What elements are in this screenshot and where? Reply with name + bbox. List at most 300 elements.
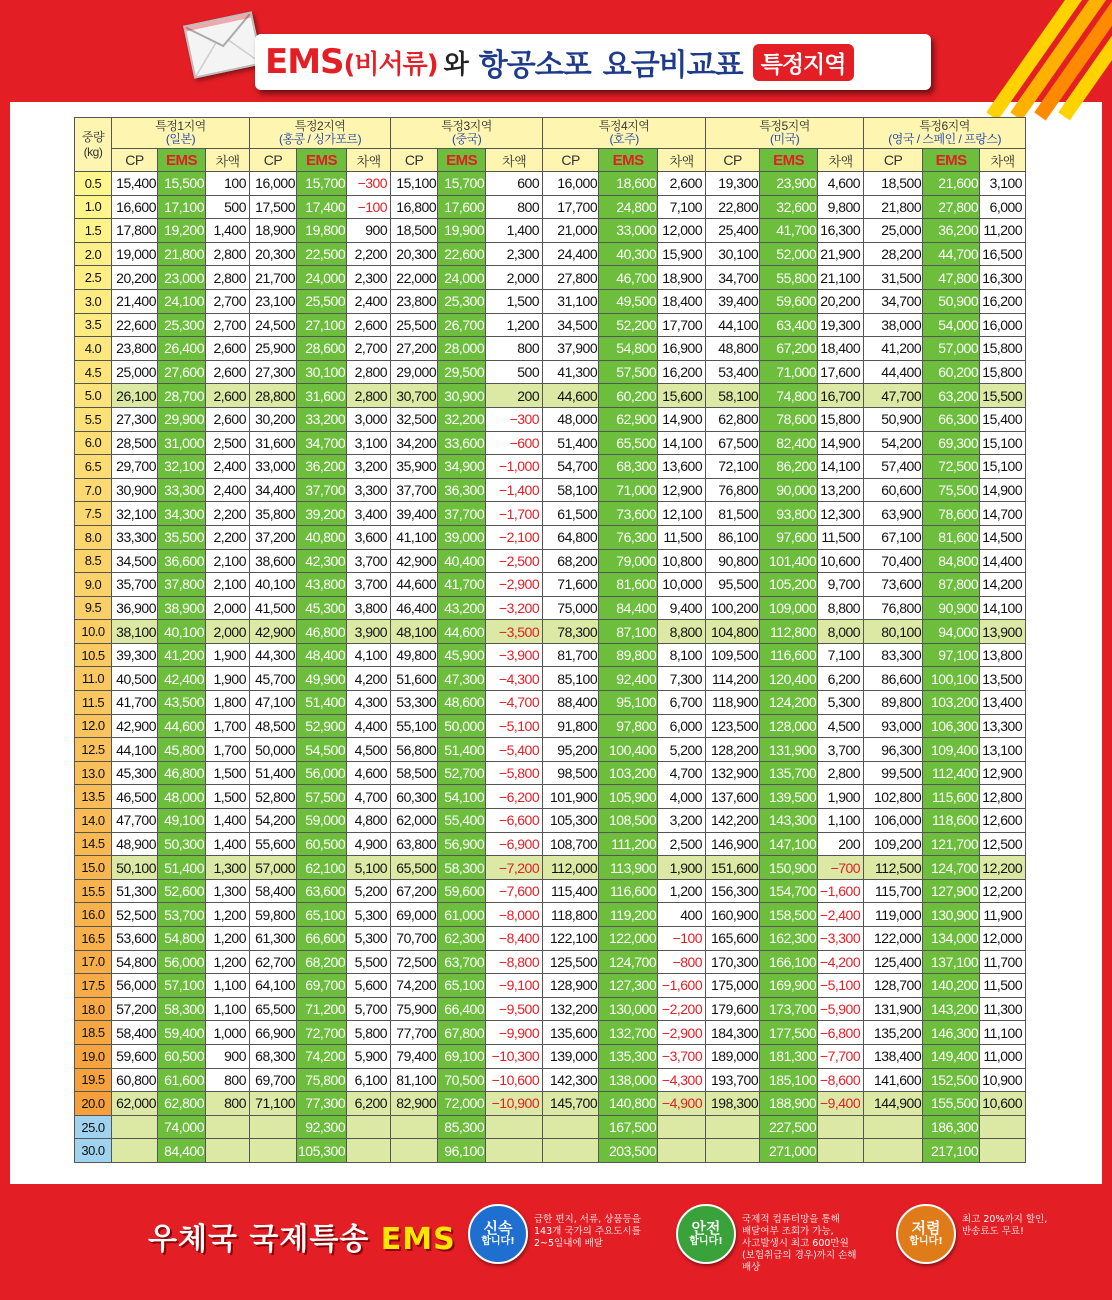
cp-rate-cell: 71,100 bbox=[250, 1092, 297, 1116]
ems-rate-cell: 46,800 bbox=[297, 620, 347, 644]
cp-rate-cell: 21,000 bbox=[543, 219, 599, 243]
cp-rate-cell: 131,900 bbox=[864, 997, 923, 1021]
col-diff-header: 차액 bbox=[658, 149, 706, 172]
ems-rate-cell: 45,800 bbox=[158, 738, 206, 762]
ems-rate-cell: 60,500 bbox=[158, 1044, 206, 1068]
ems-rate-cell: 35,500 bbox=[158, 525, 206, 549]
difference-cell: 1,500 bbox=[486, 289, 543, 313]
cp-rate-cell: 44,400 bbox=[864, 360, 923, 384]
cp-rate-cell: 35,700 bbox=[112, 573, 158, 597]
weight-cell: 20.0 bbox=[75, 1092, 112, 1116]
difference-cell: −10,300 bbox=[486, 1044, 543, 1068]
difference-cell: −5,100 bbox=[818, 974, 864, 998]
ems-rate-cell: 24,000 bbox=[297, 266, 347, 290]
ems-rate-cell: 135,300 bbox=[599, 1044, 658, 1068]
ems-rate-cell: 43,200 bbox=[438, 596, 486, 620]
ems-rate-cell: 17,100 bbox=[158, 195, 206, 219]
table-row bbox=[75, 1115, 1026, 1139]
difference-cell: 2,400 bbox=[206, 478, 250, 502]
ems-rate-cell: 71,200 bbox=[297, 997, 347, 1021]
cp-rate-cell: 83,300 bbox=[864, 643, 923, 667]
ems-rate-cell: 84,800 bbox=[923, 549, 980, 573]
table-row bbox=[75, 573, 1026, 597]
difference-cell: −2,400 bbox=[818, 903, 864, 927]
difference-cell: 1,200 bbox=[206, 903, 250, 927]
col-diff-header: 차액 bbox=[818, 149, 864, 172]
cp-rate-cell: 41,500 bbox=[250, 596, 297, 620]
region-countries: (호주) bbox=[609, 132, 639, 146]
difference-cell: −2,100 bbox=[486, 525, 543, 549]
footer-title-ems: EMS bbox=[380, 1222, 456, 1257]
cp-rate-cell: 36,900 bbox=[112, 596, 158, 620]
ems-rate-cell: 90,900 bbox=[923, 596, 980, 620]
weight-cell: 7.5 bbox=[75, 502, 112, 526]
cp-rate-cell: 52,500 bbox=[112, 903, 158, 927]
difference-cell: 10,600 bbox=[980, 1092, 1026, 1116]
cp-rate-cell: 64,800 bbox=[543, 525, 599, 549]
difference-cell: 12,900 bbox=[980, 761, 1026, 785]
weight-cell: 16.5 bbox=[75, 927, 112, 951]
ems-rate-cell: 32,200 bbox=[438, 407, 486, 431]
ems-rate-cell: 62,800 bbox=[158, 1092, 206, 1116]
ems-rate-cell: 69,700 bbox=[297, 974, 347, 998]
difference-cell: −4,300 bbox=[658, 1068, 706, 1092]
cp-rate-cell bbox=[112, 1139, 158, 1163]
difference-cell bbox=[486, 1115, 543, 1139]
difference-cell: −4,300 bbox=[486, 667, 543, 691]
difference-cell: 2,200 bbox=[206, 502, 250, 526]
ems-rate-cell: 21,600 bbox=[923, 172, 980, 196]
difference-cell: −10,600 bbox=[486, 1068, 543, 1092]
difference-cell: −3,300 bbox=[818, 927, 864, 951]
difference-cell: 2,800 bbox=[206, 266, 250, 290]
ems-rate-cell: 78,600 bbox=[923, 502, 980, 526]
cp-rate-cell: 25,500 bbox=[391, 313, 438, 337]
difference-cell: 16,300 bbox=[818, 219, 864, 243]
cp-rate-cell: 118,800 bbox=[543, 903, 599, 927]
ems-rate-cell: 74,200 bbox=[297, 1044, 347, 1068]
ems-rate-cell: 108,500 bbox=[599, 809, 658, 833]
col-cp-header: CP bbox=[864, 149, 923, 172]
difference-cell: −300 bbox=[486, 407, 543, 431]
ems-rate-cell: 47,800 bbox=[923, 266, 980, 290]
cp-rate-cell: 145,700 bbox=[543, 1092, 599, 1116]
ems-rate-cell: 59,600 bbox=[438, 879, 486, 903]
cp-rate-cell bbox=[543, 1115, 599, 1139]
ems-rate-cell: 185,100 bbox=[760, 1068, 818, 1092]
col-ems-header: EMS bbox=[158, 149, 206, 172]
table-row bbox=[75, 1021, 1026, 1045]
ems-rate-cell: 72,700 bbox=[297, 1021, 347, 1045]
ems-rate-cell: 37,800 bbox=[158, 573, 206, 597]
difference-cell: 2,600 bbox=[206, 337, 250, 361]
cp-rate-cell: 123,500 bbox=[706, 714, 760, 738]
difference-cell: −2,900 bbox=[658, 1021, 706, 1045]
weight-cell: 19.0 bbox=[75, 1044, 112, 1068]
difference-cell: 5,200 bbox=[658, 738, 706, 762]
cp-rate-cell: 16,800 bbox=[391, 195, 438, 219]
difference-cell: 900 bbox=[206, 1044, 250, 1068]
table-row bbox=[75, 761, 1026, 785]
cp-rate-cell: 52,800 bbox=[250, 785, 297, 809]
ems-rate-cell: 61,000 bbox=[438, 903, 486, 927]
difference-cell: 5,200 bbox=[347, 879, 391, 903]
ems-rate-cell: 131,900 bbox=[760, 738, 818, 762]
cp-rate-cell: 122,100 bbox=[543, 927, 599, 951]
difference-cell: 1,200 bbox=[658, 879, 706, 903]
weight-cell: 18.5 bbox=[75, 1021, 112, 1045]
cp-rate-cell: 20,300 bbox=[250, 242, 297, 266]
weight-cell: 8.0 bbox=[75, 525, 112, 549]
ems-rate-cell: 81,600 bbox=[599, 573, 658, 597]
difference-cell: −7,700 bbox=[818, 1044, 864, 1068]
difference-cell: 2,700 bbox=[206, 289, 250, 313]
cp-rate-cell: 42,900 bbox=[112, 714, 158, 738]
ems-rate-cell: 37,700 bbox=[297, 478, 347, 502]
cp-rate-cell: 18,500 bbox=[391, 219, 438, 243]
ems-rate-cell: 46,800 bbox=[158, 761, 206, 785]
cp-rate-cell: 45,300 bbox=[112, 761, 158, 785]
cp-rate-cell: 67,500 bbox=[706, 431, 760, 455]
cp-rate-cell: 51,400 bbox=[250, 761, 297, 785]
difference-cell: 1,700 bbox=[206, 714, 250, 738]
weight-cell: 2.0 bbox=[75, 242, 112, 266]
ems-rate-cell: 68,300 bbox=[599, 455, 658, 479]
ems-rate-cell: 65,100 bbox=[438, 974, 486, 998]
region-countries: (일본) bbox=[165, 132, 196, 146]
ems-rate-cell: 58,300 bbox=[438, 856, 486, 880]
difference-cell: 4,100 bbox=[347, 643, 391, 667]
ems-rate-cell: 188,900 bbox=[760, 1092, 818, 1116]
cp-rate-cell: 20,200 bbox=[112, 266, 158, 290]
badge-title: 신속 bbox=[483, 1219, 513, 1237]
difference-cell: 15,600 bbox=[658, 384, 706, 408]
ems-rate-cell: 52,000 bbox=[760, 242, 818, 266]
difference-cell: 2,600 bbox=[206, 407, 250, 431]
cp-rate-cell: 138,400 bbox=[864, 1044, 923, 1068]
col-cp-header: CP bbox=[706, 149, 760, 172]
cp-rate-cell: 53,600 bbox=[112, 927, 158, 951]
difference-cell: −100 bbox=[347, 195, 391, 219]
cp-rate-cell bbox=[250, 1115, 297, 1139]
ems-rate-cell: 71,000 bbox=[599, 478, 658, 502]
cp-rate-cell: 53,300 bbox=[391, 691, 438, 715]
difference-cell: 14,900 bbox=[980, 478, 1026, 502]
difference-cell: 2,000 bbox=[206, 620, 250, 644]
feature-description bbox=[962, 1214, 1082, 1238]
difference-cell: −8,400 bbox=[486, 927, 543, 951]
cp-rate-cell: 37,900 bbox=[543, 337, 599, 361]
cp-rate-cell: 86,100 bbox=[706, 525, 760, 549]
cp-rate-cell: 44,600 bbox=[543, 384, 599, 408]
difference-cell: 1,400 bbox=[486, 219, 543, 243]
difference-cell: 2,000 bbox=[486, 266, 543, 290]
ems-rate-cell: 55,800 bbox=[760, 266, 818, 290]
ems-rate-cell: 162,300 bbox=[760, 927, 818, 951]
cp-rate-cell: 146,900 bbox=[706, 832, 760, 856]
region-name: 특정6지역 bbox=[919, 119, 970, 133]
cp-rate-cell: 76,800 bbox=[706, 478, 760, 502]
difference-cell: 15,800 bbox=[818, 407, 864, 431]
ems-rate-cell: 26,400 bbox=[158, 337, 206, 361]
difference-cell: −700 bbox=[818, 856, 864, 880]
difference-cell: 2,400 bbox=[206, 455, 250, 479]
cp-rate-cell: 34,500 bbox=[543, 313, 599, 337]
ems-rate-cell: 17,600 bbox=[438, 195, 486, 219]
cp-rate-cell: 48,100 bbox=[391, 620, 438, 644]
table-row bbox=[75, 879, 1026, 903]
difference-cell: −7,600 bbox=[486, 879, 543, 903]
ems-rate-cell: 113,900 bbox=[599, 856, 658, 880]
cp-rate-cell: 48,000 bbox=[543, 407, 599, 431]
cp-rate-cell: 40,500 bbox=[112, 667, 158, 691]
feature-description bbox=[534, 1214, 654, 1250]
feature-badge bbox=[468, 1204, 528, 1264]
difference-cell: 21,100 bbox=[818, 266, 864, 290]
cp-rate-cell: 106,000 bbox=[864, 809, 923, 833]
ems-rate-cell: 28,000 bbox=[438, 337, 486, 361]
cp-rate-cell: 122,000 bbox=[864, 927, 923, 951]
ems-rate-cell: 63,600 bbox=[297, 879, 347, 903]
cp-rate-cell: 68,300 bbox=[250, 1044, 297, 1068]
difference-cell: 11,200 bbox=[980, 219, 1026, 243]
cp-rate-cell: 91,800 bbox=[543, 714, 599, 738]
ems-rate-cell: 31,600 bbox=[297, 384, 347, 408]
ems-rate-cell: 181,300 bbox=[760, 1044, 818, 1068]
title-air: 항공소포 bbox=[478, 48, 591, 83]
footer-title bbox=[148, 1214, 456, 1258]
rate-table bbox=[74, 117, 1026, 1163]
weight-cell: 15.5 bbox=[75, 879, 112, 903]
ems-rate-cell: 24,100 bbox=[158, 289, 206, 313]
ems-rate-cell: 57,500 bbox=[599, 360, 658, 384]
col-diff-header: 차액 bbox=[980, 149, 1026, 172]
col-diff-header: 차액 bbox=[206, 149, 250, 172]
ems-rate-cell: 23,900 bbox=[760, 172, 818, 196]
cp-rate-cell: 56,800 bbox=[391, 738, 438, 762]
cp-rate-cell: 58,100 bbox=[543, 478, 599, 502]
weight-cell: 0.5 bbox=[75, 172, 112, 196]
cp-rate-cell: 132,200 bbox=[543, 997, 599, 1021]
weight-cell: 5.0 bbox=[75, 384, 112, 408]
difference-cell: 3,400 bbox=[347, 502, 391, 526]
cp-rate-cell: 40,100 bbox=[250, 573, 297, 597]
difference-cell: −9,500 bbox=[486, 997, 543, 1021]
difference-cell bbox=[980, 1115, 1026, 1139]
ems-rate-cell: 66,300 bbox=[923, 407, 980, 431]
weight-header bbox=[75, 118, 112, 172]
cp-rate-cell: 34,200 bbox=[391, 431, 438, 455]
difference-cell: 1,900 bbox=[206, 667, 250, 691]
ems-rate-cell: 139,500 bbox=[760, 785, 818, 809]
difference-cell: −8,600 bbox=[818, 1068, 864, 1092]
cp-rate-cell: 49,800 bbox=[391, 643, 438, 667]
difference-cell: 16,700 bbox=[818, 384, 864, 408]
ems-rate-cell: 105,900 bbox=[599, 785, 658, 809]
title-region-badge: 특정지역 bbox=[753, 44, 854, 81]
weight-cell: 30.0 bbox=[75, 1139, 112, 1163]
difference-cell: 100 bbox=[206, 172, 250, 196]
ems-rate-cell: 130,900 bbox=[923, 903, 980, 927]
difference-cell bbox=[658, 1115, 706, 1139]
cp-rate-cell: 57,200 bbox=[112, 997, 158, 1021]
difference-cell: 13,600 bbox=[658, 455, 706, 479]
cp-rate-cell: 75,000 bbox=[543, 596, 599, 620]
difference-cell: −9,100 bbox=[486, 974, 543, 998]
cp-rate-cell: 16,600 bbox=[112, 195, 158, 219]
difference-cell: −1,000 bbox=[486, 455, 543, 479]
ems-rate-cell: 128,000 bbox=[760, 714, 818, 738]
ems-rate-cell: 18,600 bbox=[599, 172, 658, 196]
cp-rate-cell: 69,000 bbox=[391, 903, 438, 927]
region-header bbox=[391, 118, 543, 149]
difference-cell: −2,900 bbox=[486, 573, 543, 597]
cp-rate-cell: 51,600 bbox=[391, 667, 438, 691]
region-countries: (미국) bbox=[770, 132, 800, 146]
ems-rate-cell: 26,700 bbox=[438, 313, 486, 337]
weight-cell: 9.5 bbox=[75, 596, 112, 620]
ems-rate-cell: 48,400 bbox=[297, 643, 347, 667]
difference-cell: 18,400 bbox=[818, 337, 864, 361]
ems-rate-cell: 67,800 bbox=[438, 1021, 486, 1045]
table-row bbox=[75, 502, 1026, 526]
difference-cell: 3,700 bbox=[347, 573, 391, 597]
cp-rate-cell: 46,500 bbox=[112, 785, 158, 809]
weight-cell: 14.5 bbox=[75, 832, 112, 856]
difference-cell: 4,000 bbox=[658, 785, 706, 809]
table-row bbox=[75, 266, 1026, 290]
difference-cell: 2,800 bbox=[818, 761, 864, 785]
table-row bbox=[75, 950, 1026, 974]
difference-cell: −3,500 bbox=[486, 620, 543, 644]
difference-cell: −4,900 bbox=[658, 1092, 706, 1116]
table-row bbox=[75, 667, 1026, 691]
difference-cell: 11,100 bbox=[980, 1021, 1026, 1045]
cp-rate-cell: 105,300 bbox=[543, 809, 599, 833]
ems-rate-cell: 112,800 bbox=[760, 620, 818, 644]
cp-rate-cell: 198,300 bbox=[706, 1092, 760, 1116]
cp-rate-cell: 35,900 bbox=[391, 455, 438, 479]
ems-rate-cell: 29,900 bbox=[158, 407, 206, 431]
cp-rate-cell: 70,400 bbox=[864, 549, 923, 573]
ems-rate-cell: 34,700 bbox=[297, 431, 347, 455]
cp-rate-cell: 48,500 bbox=[250, 714, 297, 738]
difference-cell: 2,400 bbox=[347, 289, 391, 313]
cp-rate-cell bbox=[391, 1139, 438, 1163]
cp-rate-cell: 80,100 bbox=[864, 620, 923, 644]
table-row bbox=[75, 195, 1026, 219]
cp-rate-cell: 60,600 bbox=[864, 478, 923, 502]
ems-rate-cell: 100,100 bbox=[923, 667, 980, 691]
difference-cell: −1,400 bbox=[486, 478, 543, 502]
difference-cell bbox=[658, 1139, 706, 1163]
cp-rate-cell: 59,800 bbox=[250, 903, 297, 927]
difference-cell: 5,900 bbox=[347, 1044, 391, 1068]
cp-rate-cell: 34,500 bbox=[112, 549, 158, 573]
table-row bbox=[75, 289, 1026, 313]
difference-cell bbox=[818, 1115, 864, 1139]
cp-rate-cell bbox=[864, 1115, 923, 1139]
ems-rate-cell: 203,500 bbox=[599, 1139, 658, 1163]
ems-rate-cell: 71,000 bbox=[760, 360, 818, 384]
ems-rate-cell: 66,600 bbox=[297, 927, 347, 951]
col-ems-header: EMS bbox=[923, 149, 980, 172]
difference-cell: 5,500 bbox=[347, 950, 391, 974]
ems-rate-cell: 90,000 bbox=[760, 478, 818, 502]
weight-cell: 17.5 bbox=[75, 974, 112, 998]
difference-cell: 12,900 bbox=[658, 478, 706, 502]
difference-cell: 14,900 bbox=[658, 407, 706, 431]
cp-rate-cell: 137,600 bbox=[706, 785, 760, 809]
difference-cell: −9,900 bbox=[486, 1021, 543, 1045]
table-row bbox=[75, 407, 1026, 431]
cp-rate-cell: 114,200 bbox=[706, 667, 760, 691]
cp-rate-cell: 21,700 bbox=[250, 266, 297, 290]
cp-rate-cell: 62,700 bbox=[250, 950, 297, 974]
difference-cell: 3,100 bbox=[347, 431, 391, 455]
ems-rate-cell: 40,100 bbox=[158, 620, 206, 644]
difference-cell: 4,600 bbox=[347, 761, 391, 785]
ems-rate-cell: 51,400 bbox=[158, 856, 206, 880]
ems-rate-cell: 19,800 bbox=[297, 219, 347, 243]
difference-cell: 4,500 bbox=[347, 738, 391, 762]
table-row bbox=[75, 549, 1026, 573]
difference-cell: 8,000 bbox=[818, 620, 864, 644]
ems-rate-cell: 60,200 bbox=[923, 360, 980, 384]
ems-rate-cell: 47,300 bbox=[438, 667, 486, 691]
region-name: 특정1지역 bbox=[155, 119, 206, 133]
difference-cell: −8,000 bbox=[486, 903, 543, 927]
ems-rate-cell: 146,300 bbox=[923, 1021, 980, 1045]
weight-cell: 13.0 bbox=[75, 761, 112, 785]
ems-rate-cell: 177,500 bbox=[760, 1021, 818, 1045]
difference-cell: 3,300 bbox=[347, 478, 391, 502]
ems-rate-cell: 87,800 bbox=[923, 573, 980, 597]
difference-cell: 12,000 bbox=[980, 927, 1026, 951]
difference-cell: 15,500 bbox=[980, 384, 1026, 408]
cp-rate-cell: 64,100 bbox=[250, 974, 297, 998]
ems-rate-cell: 60,200 bbox=[599, 384, 658, 408]
difference-cell: 13,900 bbox=[980, 620, 1026, 644]
difference-cell: 16,000 bbox=[980, 313, 1026, 337]
difference-cell: 12,000 bbox=[658, 219, 706, 243]
cp-rate-cell: 132,900 bbox=[706, 761, 760, 785]
cp-rate-cell: 53,400 bbox=[706, 360, 760, 384]
difference-cell: 400 bbox=[658, 903, 706, 927]
cp-rate-cell: 81,500 bbox=[706, 502, 760, 526]
weight-cell: 3.5 bbox=[75, 313, 112, 337]
cp-rate-cell: 62,000 bbox=[112, 1092, 158, 1116]
cp-rate-cell: 29,700 bbox=[112, 455, 158, 479]
ems-rate-cell: 24,000 bbox=[438, 266, 486, 290]
difference-cell: −9,400 bbox=[818, 1092, 864, 1116]
difference-cell: 15,800 bbox=[980, 360, 1026, 384]
region-header bbox=[543, 118, 706, 149]
ems-rate-cell: 44,700 bbox=[923, 242, 980, 266]
cp-rate-cell: 102,800 bbox=[864, 785, 923, 809]
ems-rate-cell: 36,200 bbox=[297, 455, 347, 479]
ems-rate-cell: 143,200 bbox=[923, 997, 980, 1021]
difference-cell: −6,800 bbox=[818, 1021, 864, 1045]
ems-rate-cell: 39,200 bbox=[297, 502, 347, 526]
ems-rate-cell: 97,100 bbox=[923, 643, 980, 667]
cp-rate-cell: 31,600 bbox=[250, 431, 297, 455]
ems-rate-cell: 17,400 bbox=[297, 195, 347, 219]
difference-cell: 16,300 bbox=[980, 266, 1026, 290]
cp-rate-cell: 25,000 bbox=[112, 360, 158, 384]
cp-rate-cell: 31,100 bbox=[543, 289, 599, 313]
ems-rate-cell: 28,600 bbox=[297, 337, 347, 361]
